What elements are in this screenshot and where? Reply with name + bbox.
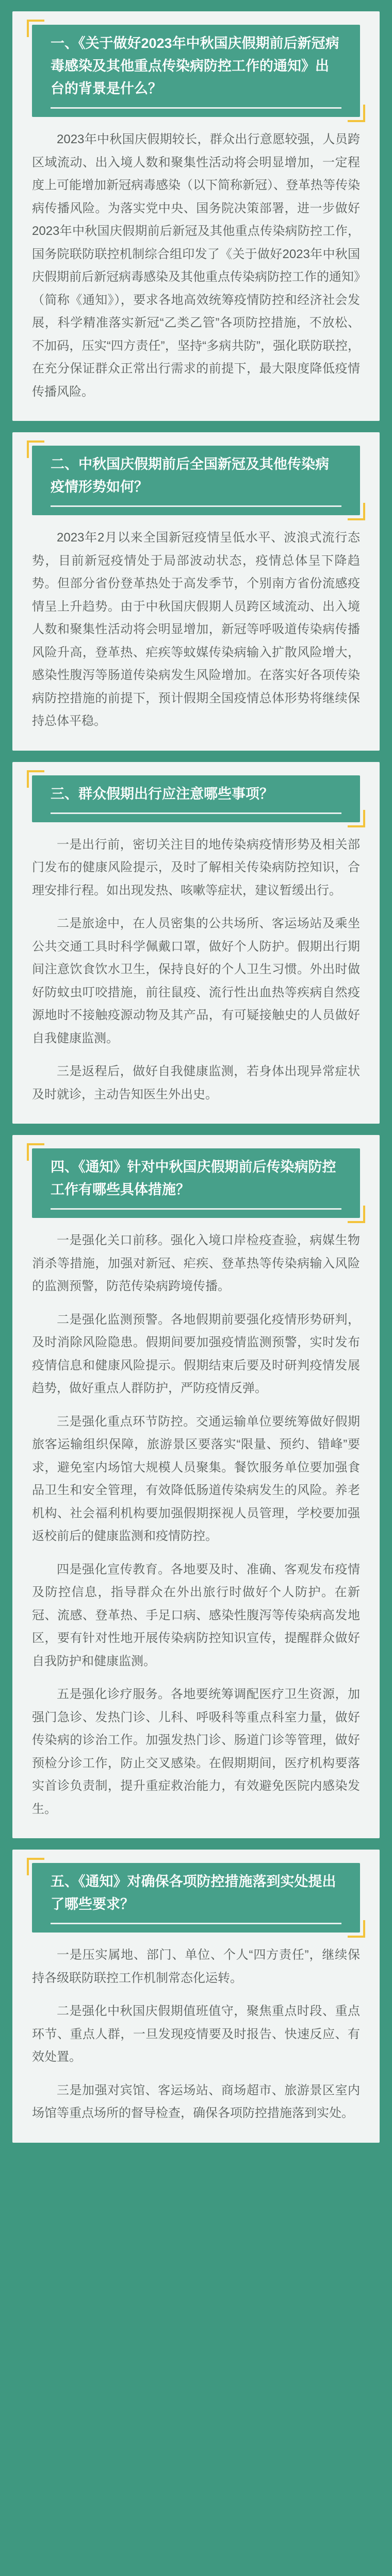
answer-paragraph: 二是旅途中，在人员密集的公共场所、客运场站及乘坐公共交通工具时科学佩戴口罩，做好个人防护。假期出行期间注意饮食饮水卫生，保持良好的个人卫生习惯。外出时做好防蚊虫叮咬措施，前往鼠疫、流行性出血热等疾病自然疫源地时不接触疫源动物及其产品，有可疑接触史的人员做好自我健康监测。 (32, 917, 360, 1045)
answer-paragraph: 三是加强对宾馆、客运场站、商场超市、旅游景区室内场馆等重点场所的督导检查，确保各项防控措施落到实处。 (32, 2083, 360, 2120)
section-3 (12, 762, 380, 1124)
answer-body (32, 822, 360, 1107)
question-heading (32, 446, 360, 515)
answer-paragraph: 2023年中秋国庆假期较长，群众出行意愿较强，人员跨区域流动、出入境人数和聚集性活动将会明显增加，一定程度上可能增加新冠病毒感染（以下简称新冠）、登革热等传染病传播风险。为落实党中央、国务院决策部署，进一步做好2023年中秋国庆假期前后新冠及其他重点传染病防控工作，国务院联防联控机制综合组印发了《关于做好2023年中秋国庆假期前后新冠病毒感染及其他重点传染病防控工作的通知》（简称《通知》），要求各地高效统筹疫情防控和经济社会发展，科学精准落实新冠“乙类乙管”各项防控措施，不放松、不加码，压实“四方责任”，坚持“多病共防”，强化联防联控，在充分保证群众正常出行需求的前提下，最大限度降低疫情传播风险。 (32, 132, 360, 399)
answer-body (32, 117, 360, 403)
heading-divider (51, 812, 341, 814)
question-heading (32, 1148, 360, 1218)
answer-paragraph: 三是强化重点环节防控。交通运输单位要统筹做好假期旅客运输组织保障，旅游景区要落实“限量、预约、错峰”要求，避免室内场馆大规模人员聚集。餐饮服务单位要加强食品卫生和安全管理，有效降低肠道传染病发生的风险。养老机构、社会福利机构要加强假期探视人员管理，学校要加强返校前后的健康监测和疫情防控。 (32, 1414, 360, 1543)
answer-body (32, 1218, 360, 1821)
question-text: 五、《通知》对确保各项防控措施落到实处提出了哪些要求？ (51, 1874, 336, 1912)
section-1 (12, 11, 380, 421)
question-text: 四、《通知》针对中秋国庆假期前后传染病防控工作有哪些具体措施？ (51, 1159, 336, 1197)
section-4 (12, 1135, 380, 1838)
section-5 (12, 1850, 380, 2143)
heading-divider (51, 1208, 341, 1210)
answer-paragraph: 一是出行前，密切关注目的地传染病疫情形势及相关部门发布的健康风险提示，及时了解相关传染病防控知识，合理安排行程。如出现发热、咳嗽等症状，建议暂缓出行。 (32, 837, 360, 897)
heading-divider (51, 1923, 341, 1924)
question-text: 一、《关于做好2023年中秋国庆假期前后新冠病毒感染及其他重点传染病防控工作的通知》出台的背景是什么？ (51, 36, 339, 96)
answer-paragraph: 一是强化关口前移。强化入境口岸检疫查验，病媒生物消杀等措施，加强对新冠、疟疾、登革热等传染病输入风险的监测预警，防范传染病跨境传播。 (32, 1233, 360, 1293)
answer-paragraph: 2023年2月以来全国新冠疫情呈低水平、波浪式流行态势，目前新冠疫情处于局部波动状态，疫情总体呈下降趋势。但部分省份登革热处于高发季节，个别南方省份流感疫情呈上升趋势。由于中秋国庆假期人员跨区域流动、出入境人数和聚集性活动将会明显增加，新冠等呼吸道传染病传播风险升高，登革热、疟疾等蚊媒传染病输入扩散风险增大，感染性腹泻等肠道传染病发生风险增加。在落实好各项传染病防控措施的前提下，预计假期全国疫情总体形势将继续保持总体平稳。 (32, 531, 360, 728)
answer-body (32, 515, 360, 733)
answer-paragraph: 二是强化监测预警。各地假期前要强化疫情形势研判，及时消除风险隐患。假期间要加强疫情监测预警，实时发布疫情信息和健康风险提示。假期结束后要及时研判疫情发展趋势，做好重点人群防护，严防疫情反弹。 (32, 1312, 360, 1395)
answer-body (32, 1933, 360, 2125)
answer-paragraph: 二是强化中秋国庆假期值班值守，聚焦重点时段、重点环节、重点人群，一旦发现疫情要及时报告、快速反应、有效处置。 (32, 2004, 360, 2064)
section-2 (12, 432, 380, 751)
question-heading (32, 1863, 360, 1933)
heading-divider (51, 107, 341, 109)
answer-paragraph: 四是强化宣传教育。各地要及时、准确、客观发布疫情及防控信息，指导群众在外出旅行时做好个人防护。在新冠、流感、登革热、手足口病、感染性腹泻等传染病高发地区，要有针对性地开展传染病防控知识宣传，提醒群众做好自我防护和健康监测。 (32, 1562, 360, 1668)
question-heading (32, 25, 360, 117)
heading-divider (51, 505, 341, 507)
question-heading (32, 775, 360, 822)
answer-paragraph: 一是压实属地、部门、单位、个人“四方责任”，继续保持各级联防联控工作机制常态化运转。 (32, 1948, 360, 1985)
question-text: 三、群众假期出行应注意哪些事项？ (51, 786, 273, 802)
question-text: 二、中秋国庆假期前后全国新冠及其他传染病疫情形势如何？ (51, 456, 329, 495)
answer-paragraph: 三是返程后，做好自我健康监测，若身体出现异常症状及时就诊，主动告知医生外出史。 (32, 1064, 360, 1101)
answer-paragraph: 五是强化诊疗服务。各地要统筹调配医疗卫生资源，加强门急诊、发热门诊、儿科、呼吸科等重点科室力量，做好传染病的诊治工作。加强发热门诊、肠道门诊等管理，做好预检分诊工作，防止交叉感染。在假期期间，医疗机构要落实首诊负责制，提升重症救治能力，有效避免医院内感染发生。 (32, 1687, 360, 1816)
